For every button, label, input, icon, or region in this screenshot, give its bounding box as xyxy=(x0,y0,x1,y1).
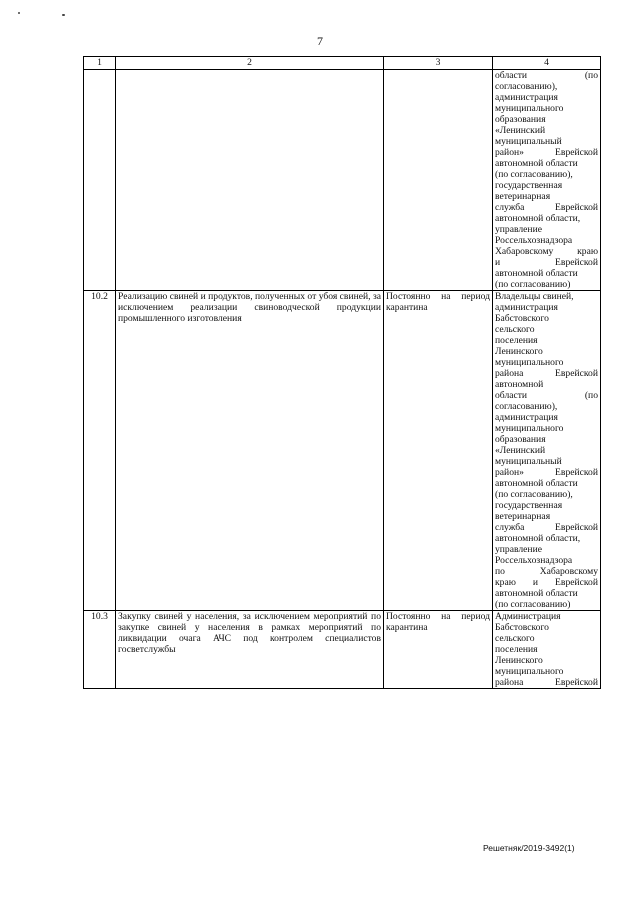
responsible-parties xyxy=(493,70,601,291)
responsible-line: муниципального xyxy=(495,103,564,114)
table-row xyxy=(84,611,601,689)
table-row xyxy=(84,70,601,291)
responsible-line: Администрация xyxy=(495,611,561,622)
responsible-line: по Хабаровскому xyxy=(495,566,598,577)
responsible-line: район» Еврейской xyxy=(495,467,598,478)
responsible-line: управление xyxy=(495,544,542,555)
responsible-line: Россельхознадзора xyxy=(495,235,573,246)
responsible-line: ветеринарная xyxy=(495,191,551,202)
responsible-line: поселения xyxy=(495,335,538,346)
responsible-line: район» Еврейской xyxy=(495,147,598,158)
responsible-line: «Ленинский xyxy=(495,125,546,136)
measure-period: Постоянно на период карантина xyxy=(384,611,493,689)
responsible-line: администрация xyxy=(495,412,558,423)
column-header: 1 xyxy=(84,57,116,70)
responsible-line: администрация xyxy=(495,92,558,103)
responsible-line: согласованию), xyxy=(495,401,558,412)
responsible-line: государственная xyxy=(495,180,563,191)
scan-speck xyxy=(62,14,65,16)
responsible-line: согласованию), xyxy=(495,81,558,92)
responsible-line: «Ленинский xyxy=(495,445,546,456)
responsible-line: Ленинского xyxy=(495,346,543,357)
responsible-parties xyxy=(493,611,601,689)
measure-period xyxy=(384,70,493,291)
responsible-line: автономной области xyxy=(495,268,578,279)
responsible-line: (по согласованию), xyxy=(495,489,573,500)
measure-description: Реализацию свиней и продуктов, полученных от убоя свиней, за исключением реализации свиноводческой продукции промышленного изготовления xyxy=(116,291,384,611)
responsible-line: автономной области xyxy=(495,158,578,169)
responsible-line: управление xyxy=(495,224,542,235)
responsible-line: (по согласованию) xyxy=(495,599,571,610)
responsible-line: и Еврейской xyxy=(495,257,598,268)
responsible-line: поселения xyxy=(495,644,538,655)
responsible-line: Владельцы свиней, xyxy=(495,291,574,302)
responsible-line: автономной области, xyxy=(495,213,581,224)
responsible-line: муниципального xyxy=(495,666,564,677)
row-number xyxy=(84,70,116,291)
responsible-parties xyxy=(493,291,601,611)
responsible-line: района Еврейской xyxy=(495,368,598,379)
responsible-line: образования xyxy=(495,114,546,125)
responsible-line: краю и Еврейской xyxy=(495,577,598,588)
responsible-line: Россельхознадзора xyxy=(495,555,573,566)
responsible-line: сельского xyxy=(495,324,535,335)
responsible-line: муниципального xyxy=(495,423,564,434)
responsible-line: автономной области, xyxy=(495,533,581,544)
responsible-line: муниципальный xyxy=(495,136,562,147)
measures-table xyxy=(83,56,601,689)
responsible-line: района Еврейской xyxy=(495,677,598,688)
responsible-line: служба Еврейской xyxy=(495,522,598,533)
column-header: 3 xyxy=(384,57,493,70)
page-number: 7 xyxy=(317,34,323,48)
document-stamp: Решетняк/2019-3492(1) xyxy=(483,843,575,853)
scan-speck xyxy=(18,12,20,14)
responsible-line: муниципальный xyxy=(495,456,562,467)
measure-description xyxy=(116,70,384,291)
responsible-line: Хабаровскому краю xyxy=(495,246,598,257)
row-number: 10.3 xyxy=(84,611,116,689)
responsible-line: области (по xyxy=(495,70,598,81)
responsible-line: государственная xyxy=(495,500,563,511)
responsible-line: Бабстовского xyxy=(495,313,549,324)
column-header: 4 xyxy=(493,57,601,70)
responsible-line: муниципального xyxy=(495,357,564,368)
responsible-line: Ленинского xyxy=(495,655,543,666)
responsible-line: образования xyxy=(495,434,546,445)
responsible-line: администрация xyxy=(495,302,558,313)
table-header-row xyxy=(84,57,601,70)
responsible-line: ветеринарная xyxy=(495,511,551,522)
responsible-line: (по согласованию), xyxy=(495,169,573,180)
responsible-line: автономной области xyxy=(495,588,578,599)
responsible-line: сельского xyxy=(495,633,535,644)
responsible-line: автономной xyxy=(495,379,544,390)
measure-period: Постоянно на период карантина xyxy=(384,291,493,611)
column-header: 2 xyxy=(116,57,384,70)
responsible-line: (по согласованию) xyxy=(495,279,571,290)
measure-description: Закупку свиней у населения, за исключением мероприятий по закупке свиней у населения в рамках мероприятий по ликвидации очага АЧС под контролем специалистов госветслужбы xyxy=(116,611,384,689)
table-row xyxy=(84,291,601,611)
responsible-line: служба Еврейской xyxy=(495,202,598,213)
responsible-line: Бабстовского xyxy=(495,622,549,633)
responsible-line: автономной области xyxy=(495,478,578,489)
row-number: 10.2 xyxy=(84,291,116,611)
responsible-line: области (по xyxy=(495,390,598,401)
